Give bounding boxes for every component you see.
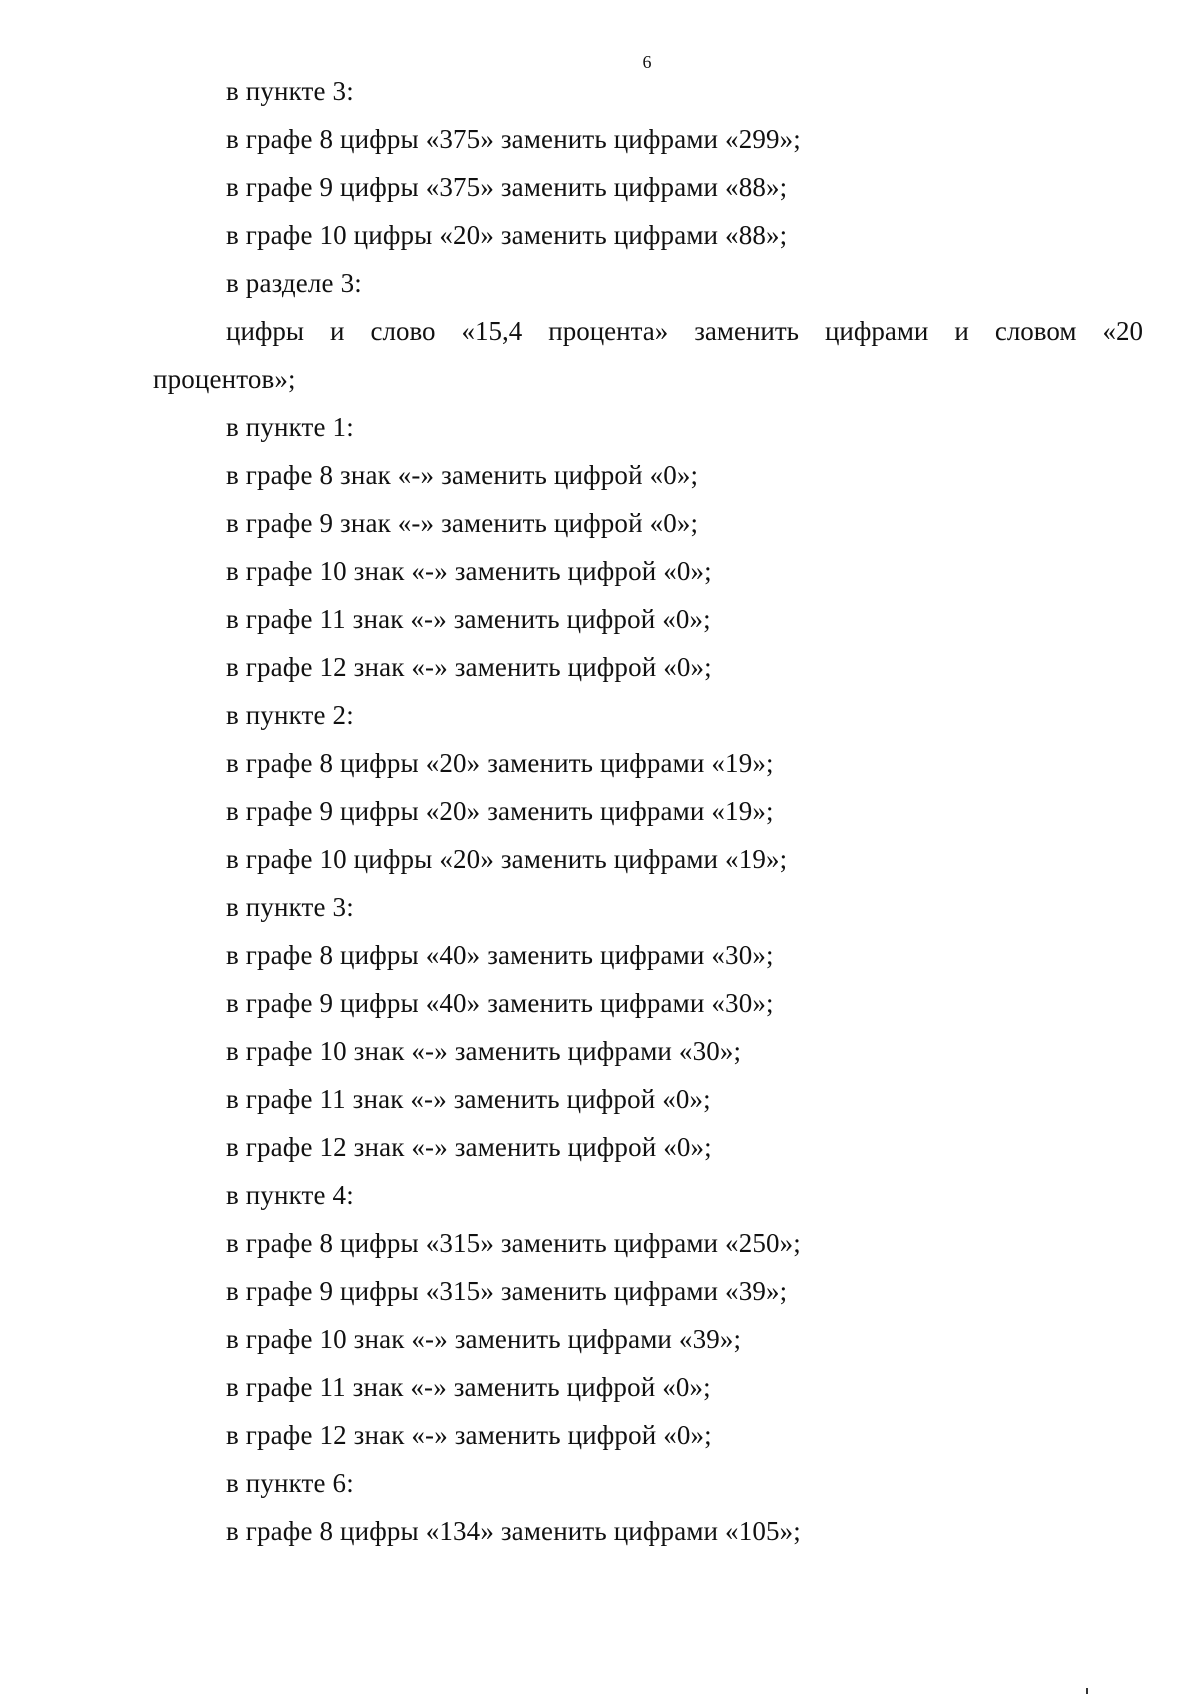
text-line: в графе 12 знак «-» заменить цифрой «0»;	[226, 1132, 712, 1162]
continuation-line: процентов»;	[153, 364, 296, 394]
word: и	[954, 316, 969, 346]
page-number: 6	[642, 52, 652, 72]
text-line: в графе 12 знак «-» заменить цифрой «0»;	[226, 1420, 712, 1450]
text-line: в графе 9 цифры «315» заменить цифрами «39»;	[226, 1276, 788, 1306]
text-line: в графе 11 знак «-» заменить цифрой «0»;	[226, 1372, 711, 1402]
word: цифрами	[824, 316, 929, 346]
word: «15,4	[461, 316, 523, 346]
text-line: в графе 8 цифры «134» заменить цифрами «105»;	[226, 1516, 801, 1546]
text-line: в графе 8 знак «-» заменить цифрой «0»;	[226, 460, 699, 490]
text-line: в графе 11 знак «-» заменить цифрой «0»;	[226, 604, 711, 634]
text-line: в графе 9 цифры «375» заменить цифрами «88»;	[226, 172, 788, 202]
word: «20	[1102, 316, 1143, 346]
text-line: в графе 9 знак «-» заменить цифрой «0»;	[226, 508, 699, 538]
scan-artifact	[1086, 1688, 1088, 1694]
text-line: в пункте 1:	[226, 412, 354, 442]
text-line: в пункте 6:	[226, 1468, 354, 1498]
text-line: в пункте 2:	[226, 700, 354, 730]
section-heading-line: в разделе 3:	[226, 268, 362, 298]
text-line: в пункте 3:	[226, 892, 354, 922]
justified-text-line	[226, 314, 1143, 348]
text-line: в графе 10 знак «-» заменить цифрой «0»;	[226, 556, 712, 586]
word: словом	[994, 316, 1077, 346]
text-line: в графе 10 знак «-» заменить цифрами «30»;	[226, 1036, 742, 1066]
text-line: в графе 9 цифры «40» заменить цифрами «30»;	[226, 988, 774, 1018]
text-line: в графе 10 цифры «20» заменить цифрами «19»;	[226, 844, 788, 874]
text-line: в графе 8 цифры «375» заменить цифрами «299»;	[226, 124, 801, 154]
word: заменить	[694, 316, 799, 346]
text-line: в пункте 4:	[226, 1180, 354, 1210]
word: и	[330, 316, 345, 346]
word: процента»	[548, 316, 669, 346]
text-line: в графе 8 цифры «315» заменить цифрами «250»;	[226, 1228, 801, 1258]
word: цифры	[226, 316, 305, 346]
text-line: в графе 10 знак «-» заменить цифрами «39»;	[226, 1324, 742, 1354]
word: слово	[370, 316, 436, 346]
text-line: в графе 12 знак «-» заменить цифрой «0»;	[226, 652, 712, 682]
text-line: в графе 8 цифры «20» заменить цифрами «19»;	[226, 748, 774, 778]
text-line: в графе 9 цифры «20» заменить цифрами «19»;	[226, 796, 774, 826]
text-line: в графе 10 цифры «20» заменить цифрами «88»;	[226, 220, 788, 250]
text-line: в графе 8 цифры «40» заменить цифрами «30»;	[226, 940, 774, 970]
text-line: в пункте 3:	[226, 76, 354, 106]
text-line: в графе 11 знак «-» заменить цифрой «0»;	[226, 1084, 711, 1114]
